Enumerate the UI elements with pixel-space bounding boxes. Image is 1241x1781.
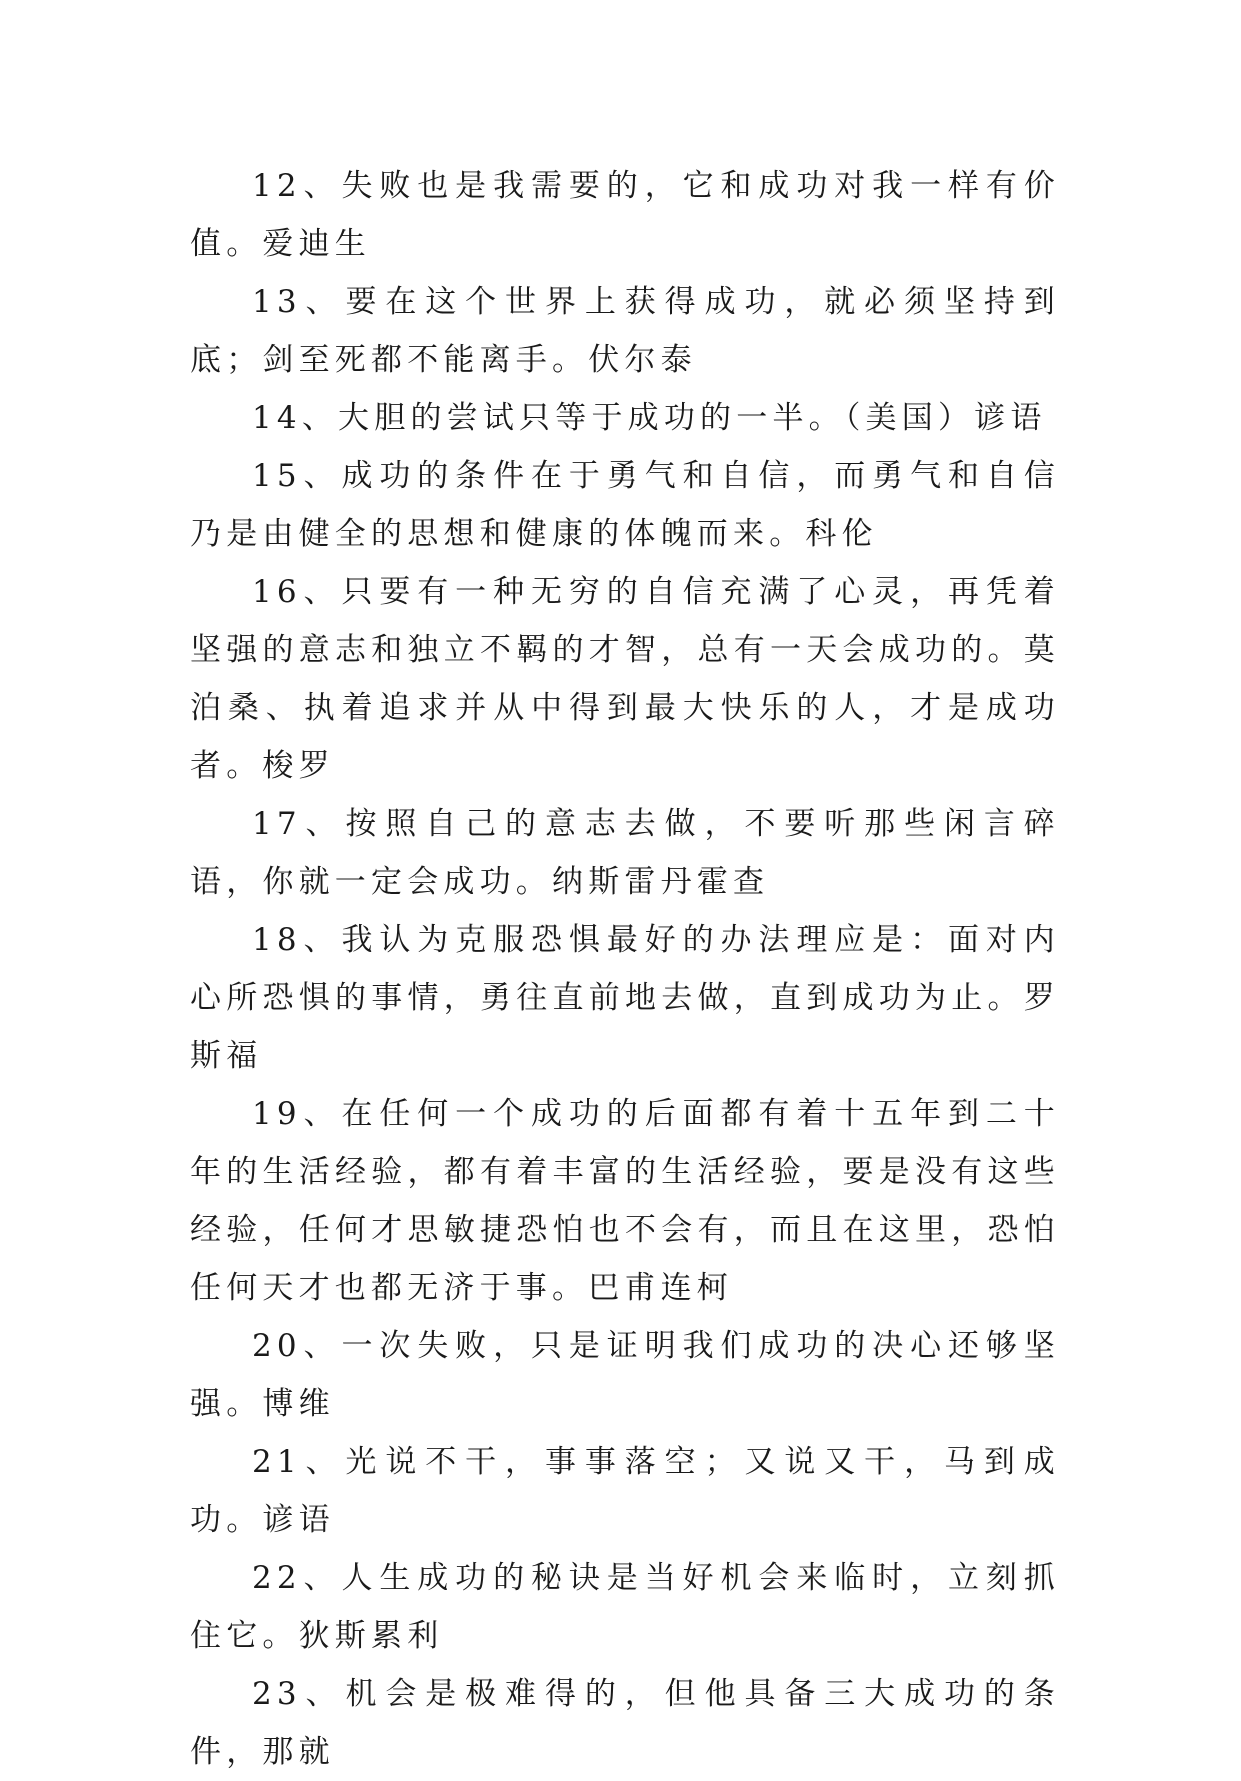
- quote-paragraph-17: 17、按照自己的意志去做，不要听那些闲言碎语，你就一定会成功。纳斯雷丹霍查: [190, 806, 1060, 900]
- quote-paragraph-16: 16、只要有一种无穷的自信充满了心灵，再凭着坚强的意志和独立不羁的才智，总有一天会成功的。莫泊桑、执着追求并从中得到最大快乐的人，才是成功者。梭罗: [190, 574, 1060, 784]
- quote-paragraph-18: 18、我认为克服恐惧最好的办法理应是：面对内心所恐惧的事情，勇往直前地去做，直到成功为止。罗斯福: [190, 922, 1060, 1074]
- quote-paragraph-21: 21、光说不干，事事落空；又说又干，马到成功。谚语: [190, 1444, 1060, 1538]
- quote-paragraph-15: 15、成功的条件在于勇气和自信，而勇气和自信乃是由健全的思想和健康的体魄而来。科伦: [190, 458, 1060, 552]
- quote-paragraph-23: 23、机会是极难得的，但他具备三大成功的条件，那就: [190, 1676, 1060, 1770]
- quote-paragraph-22: 22、人生成功的秘诀是当好机会来临时，立刻抓住它。狄斯累利: [190, 1560, 1060, 1654]
- quote-paragraph-20: 20、一次失败，只是证明我们成功的决心还够坚强。博维: [190, 1328, 1060, 1422]
- document-body: [190, 157, 1060, 1781]
- quote-paragraph-14: 14、大胆的尝试只等于成功的一半。（美国）谚语: [252, 400, 1047, 436]
- quote-paragraph-13: 13、要在这个世界上获得成功，就必须坚持到底；剑至死都不能离手。伏尔泰: [190, 284, 1060, 378]
- quote-paragraph-19: 19、在任何一个成功的后面都有着十五年到二十年的生活经验，都有着丰富的生活经验，要是没有这些经验，任何才思敏捷恐怕也不会有，而且在这里，恐怕任何天才也都无济于事。巴甫连柯: [190, 1096, 1060, 1306]
- quote-paragraph-12: 12、失败也是我需要的，它和成功对我一样有价值。爱迪生: [190, 168, 1060, 262]
